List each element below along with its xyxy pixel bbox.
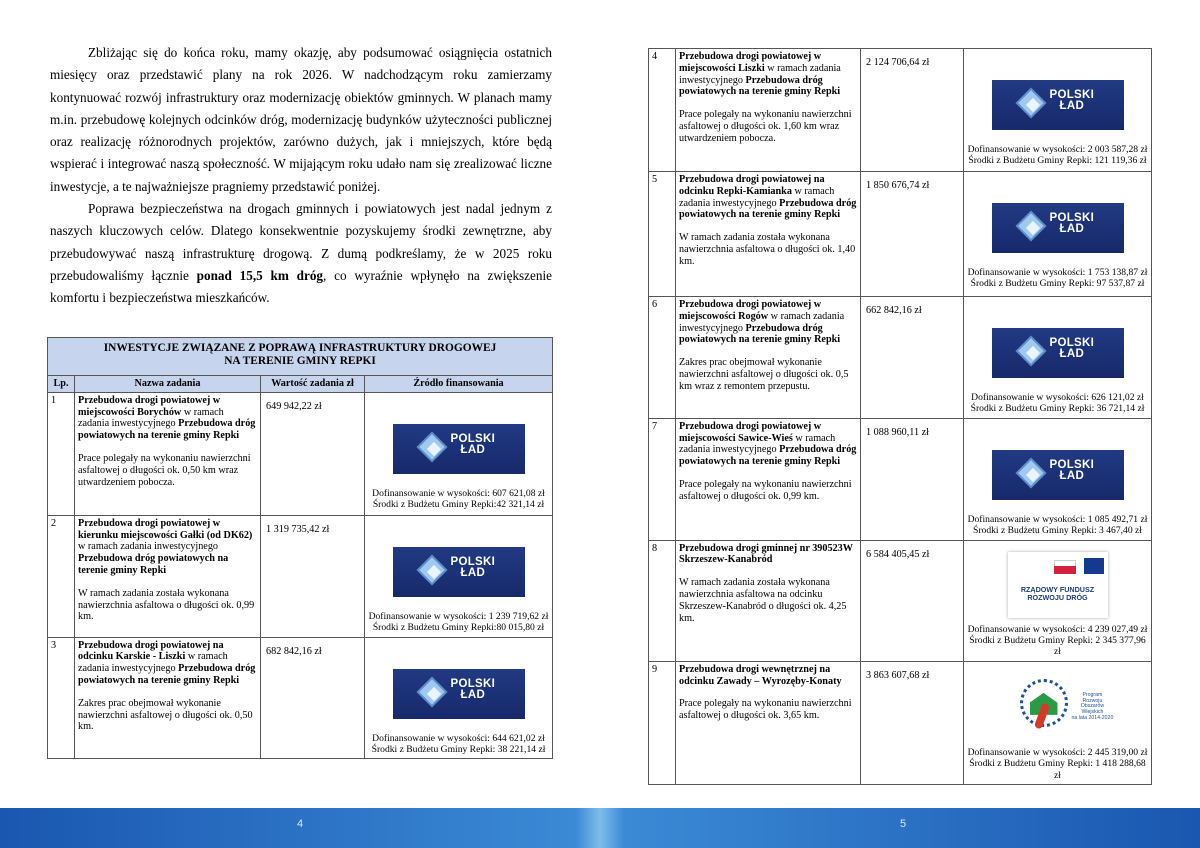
row-cofinancing: Dofinansowanie w wysokości: 644 621,02 zł [372,732,545,744]
row-funding-source [365,515,553,637]
row-municipal-funds: Środki z Budżetu Gminy Repki: 2 345 377,96 zł [969,635,1146,658]
table-row [48,637,553,759]
row-cofinancing: Dofinansowanie w wysokości: 1 085 492,71 zł [967,513,1148,525]
row-funding-source [365,392,553,515]
row-value: 1 088 960,11 zł [861,418,964,540]
row-value: 1 850 676,74 zł [861,172,964,297]
row-funding-source [964,661,1152,784]
polski-lad-logo: POLSKI ŁAD [393,424,525,474]
row-funding-source [964,49,1152,172]
row-municipal-funds: Środki z Budżetu Gminy Repki: 36 721,14 zł [970,403,1145,415]
row-description: Prace polegały na wykonaniu nawierzchni asfaltowej o długości ok. 0,50 km wraz utwardzeniem pobocza. [78,452,251,488]
intro-paragraph-2: Poprawa bezpieczeństwa na drogach gminnych i powiatowych jest nadal jednym z naszych kluczowych celów. Dlatego konsekwentnie pozyskujemy środki zewnętrzne, aby przebudowywać naszą infrastrukturę drogową. Z dumą podkreślamy, że w 2025 roku przebudowaliśmy łącznie ponad 15,5 km dróg, co wyraźnie wpłynęło na zwiększenie komfortu i bezpieczeństwa mieszkańców. [50,201,552,306]
row-description: Prace polegały na wykonaniu nawierzchni asfaltowej o długości ok. 3,65 km. [679,698,852,722]
col-source: Źródło finansowania [365,376,553,393]
footer-band [0,808,1200,848]
table-row [649,297,1152,419]
row-value: 2 124 706,64 zł [861,49,964,172]
table-row [48,515,553,637]
table-header-row [48,376,553,393]
row-value: 649 942,22 zł [261,392,365,515]
investments-table [47,337,553,759]
table-caption-row [48,338,553,376]
row-task-name: Przebudowa drogi powiatowej w miejscowości Borychów w ramach zadania inwestycyjnego Przebudowa dróg powiatowych na terenie gminy Repki Prace polegały na wykonaniu nawierzchni asfaltowej o długości ok. 0,50 km wraz utwardzeniem pobocza. [75,392,261,515]
row-lp: 9 [649,661,676,784]
row-task-name: Przebudowa drogi powiatowej na odcinku Repki-Kamianka w ramach zadania inwestycyjnego Przebudowa dróg powiatowych na terenie gminy Repki W ramach zadania została wykonana nawierzchnia asfaltowa o długości ok. 1,40 km. [676,172,861,297]
col-lp: Lp. [48,376,75,393]
row-funding-source [964,297,1152,419]
row-task-name: Przebudowa drogi powiatowej w kierunku miejscowości Gałki (od DK62) w ramach zadania inwestycyjnego Przebudowa dróg powiatowych na terenie gminy Repki W ramach zadania została wykonana nawierzchnia asfaltowa o długości ok. 0,99 km. [75,515,261,637]
intro-text [50,42,552,310]
row-description: W ramach zadania została wykonana nawierzchnia asfaltowa o długości ok. 1,40 km. [679,232,856,267]
left-page [0,0,600,808]
fund-emblem-icon [1084,558,1104,574]
page-number-left: 4 [297,818,304,830]
table-row [649,418,1152,540]
row-description: Prace polegały na wykonaniu nawierzchni asfaltowej o długości ok. 0,99 km. [679,479,852,502]
row-funding-source [365,637,553,759]
right-page [600,0,1200,808]
table-caption: INWESTYCJE ZWIĄZANE Z POPRAWĄ INFRASTRUKTURY DROGOWEJ NA TERENIE GMINY REPKI [48,338,553,376]
col-name: Nazwa zadania [75,376,261,393]
row-lp: 7 [649,418,676,540]
row-cofinancing: Dofinansowanie w wysokości: 2 003 587,28 zł [967,144,1148,155]
row-value: 3 863 607,68 zł [861,661,964,784]
table-row [649,540,1152,661]
row-value: 682 842,16 zł [261,637,365,759]
polski-lad-logo: POLSKI ŁAD [393,547,525,597]
polski-lad-logo: POLSKI ŁAD [992,203,1124,253]
row-cofinancing: Dofinansowanie w wysokości: 607 621,08 zł [372,487,545,499]
investments-table-continued [648,48,1152,785]
table-row [48,392,553,515]
row-cofinancing: Dofinansowanie w wysokości: 626 121,02 zł [971,392,1144,403]
row-cofinancing: Dofinansowanie w wysokości: 4 239 027,49 zł [967,623,1148,635]
row-funding-source [964,540,1152,661]
row-lp: 4 [649,49,676,172]
highlight-km: ponad 15,5 km dróg [196,267,324,283]
row-lp: 6 [649,297,676,419]
row-lp: 3 [48,637,75,759]
rfrd-logo: RZĄDOWY FUNDUSZ ROZWOJU DRÓG [1008,552,1108,618]
row-funding-source [964,172,1152,297]
row-description: W ramach zadania została wykonana nawierzchnia asfaltowa na odcinku Skrzeszew-Kanabród o długości ok. 4,25 km. [679,577,847,624]
row-task-name: Przebudowa drogi powiatowej w miejscowości Sawice-Wieś w ramach zadania inwestycyjnego Przebudowa dróg powiatowych na terenie gminy Repki Prace polegały na wykonaniu nawierzchni asfaltowej o długości ok. 0,99 km. [676,418,861,540]
page-number-right: 5 [900,818,907,830]
row-cofinancing: Dofinansowanie w wysokości: 1 239 719,62 zł [368,610,549,622]
col-value: Wartość zadania zł [261,376,365,393]
row-lp: 1 [48,392,75,515]
row-description: Prace polegały na wykonaniu nawierzchni asfaltowej o długości ok. 1,60 km wraz utwardzeniem pobocza. [679,109,852,144]
polski-lad-logo: POLSKI ŁAD [992,450,1124,500]
row-municipal-funds: Środki z Budżetu Gminy Repki: 97 537,87 zł [970,278,1145,290]
row-municipal-funds: Środki z Budżetu Gminy Repki: 1 418 288,68 zł [969,758,1146,781]
polski-lad-logo: POLSKI ŁAD [992,80,1124,130]
row-lp: 2 [48,515,75,637]
row-cofinancing: Dofinansowanie w wysokości: 1 753 138,87 zł [967,267,1148,278]
row-description: Zakres prac obejmował wykonanie nawierzchni asfaltowej o długości ok. 0,50 km. [78,697,253,733]
row-task-name: Przebudowa drogi wewnętrznej na odcinku Zawady – Wyrozęby-Konaty Prace polegały na wykonaniu nawierzchni asfaltowej o długości ok. 3,65 km. [676,661,861,784]
row-description: W ramach zadania została wykonana nawierzchnia asfaltowa o długości ok. 0,99 km. [78,587,255,623]
row-task-name: Przebudowa drogi powiatowej na odcinku Karskie - Liszki w ramach zadania inwestycyjnego Przebudowa dróg powiatowych na terenie gminy Repki Zakres prac obejmował wykonanie nawierzchni asfaltowej o długości ok. 0,50 km. [75,637,261,759]
table-row [649,172,1152,297]
row-cofinancing: Dofinansowanie w wysokości: 2 445 319,00 zł [967,746,1148,758]
row-value: 1 319 735,42 zł [261,515,365,637]
polski-lad-logo: POLSKI ŁAD [992,328,1124,378]
row-task-name: Przebudowa drogi powiatowej w miejscowości Liszki w ramach zadania inwestycyjnego Przebudowa dróg powiatowych na terenie gminy Repki Prace polegały na wykonaniu nawierzchni asfaltowej o długości ok. 1,60 km wraz utwardzeniem pobocza. [676,49,861,172]
row-municipal-funds: Środki z Budżetu Gminy Repki:80 015,80 zł [372,622,545,634]
row-lp: 5 [649,172,676,297]
row-funding-source [964,418,1152,540]
row-municipal-funds: Środki z Budżetu Gminy Repki: 121 119,36 zł [968,155,1147,167]
row-lp: 8 [649,540,676,661]
table-row [649,49,1152,172]
polski-lad-logo: POLSKI ŁAD [393,669,525,719]
row-value: 6 584 405,45 zł [861,540,964,661]
row-description: Zakres prac obejmował wykonanie nawierzchni asfaltowej o długości ok. 0,5 km wraz z remontem przepustu. [679,357,849,392]
intro-paragraph-1: Zbliżając się do końca roku, mamy okazję, aby podsumować osiągnięcia ostatnich miesięcy oraz przedstawić plany na rok 2026. W nadchodzącym roku zamierzamy kontynuować rozwój infrastruktury oraz modernizację obiektów gminnych. W planach mamy m.in. przebudowę kolejnych odcinków dróg, modernizację budynków użyteczności publicznej oraz realizację różnorodnych projektów, zarówno dużych, jak i mniejszych, które będą wspierać i integrować naszą społeczność. W mijającym roku udało nam się zrealizować liczne inwestycje, a te najważniejsze pragniemy przedstawić poniżej. [50,45,552,194]
row-task-name: Przebudowa drogi powiatowej w miejscowości Rogów w ramach zadania inwestycyjnego Przebudowa dróg powiatowych na terenie gminy Repki Zakres prac obejmował wykonanie nawierzchni asfaltowej o długości ok. 0,5 km wraz z remontem przepustu. [676,297,861,419]
row-municipal-funds: Środki z Budżetu Gminy Repki: 3 467,40 zł [973,525,1142,537]
row-municipal-funds: Środki z Budżetu Gminy Repki: 38 221,14 zł [371,744,546,756]
prow-logo: Program Rozwoju Obszarów Wiejskich na lata 2014-2020 [998,679,1118,733]
row-value: 662 842,16 zł [861,297,964,419]
table-row [649,661,1152,784]
row-municipal-funds: Środki z Budżetu Gminy Repki:42 321,14 zł [372,499,545,511]
row-task-name: Przebudowa drogi gminnej nr 390523W Skrzeszew-Kanabród W ramach zadania została wykonana nawierzchnia asfaltowa na odcinku Skrzeszew-Kanabród o długości ok. 4,25 km. [676,540,861,661]
